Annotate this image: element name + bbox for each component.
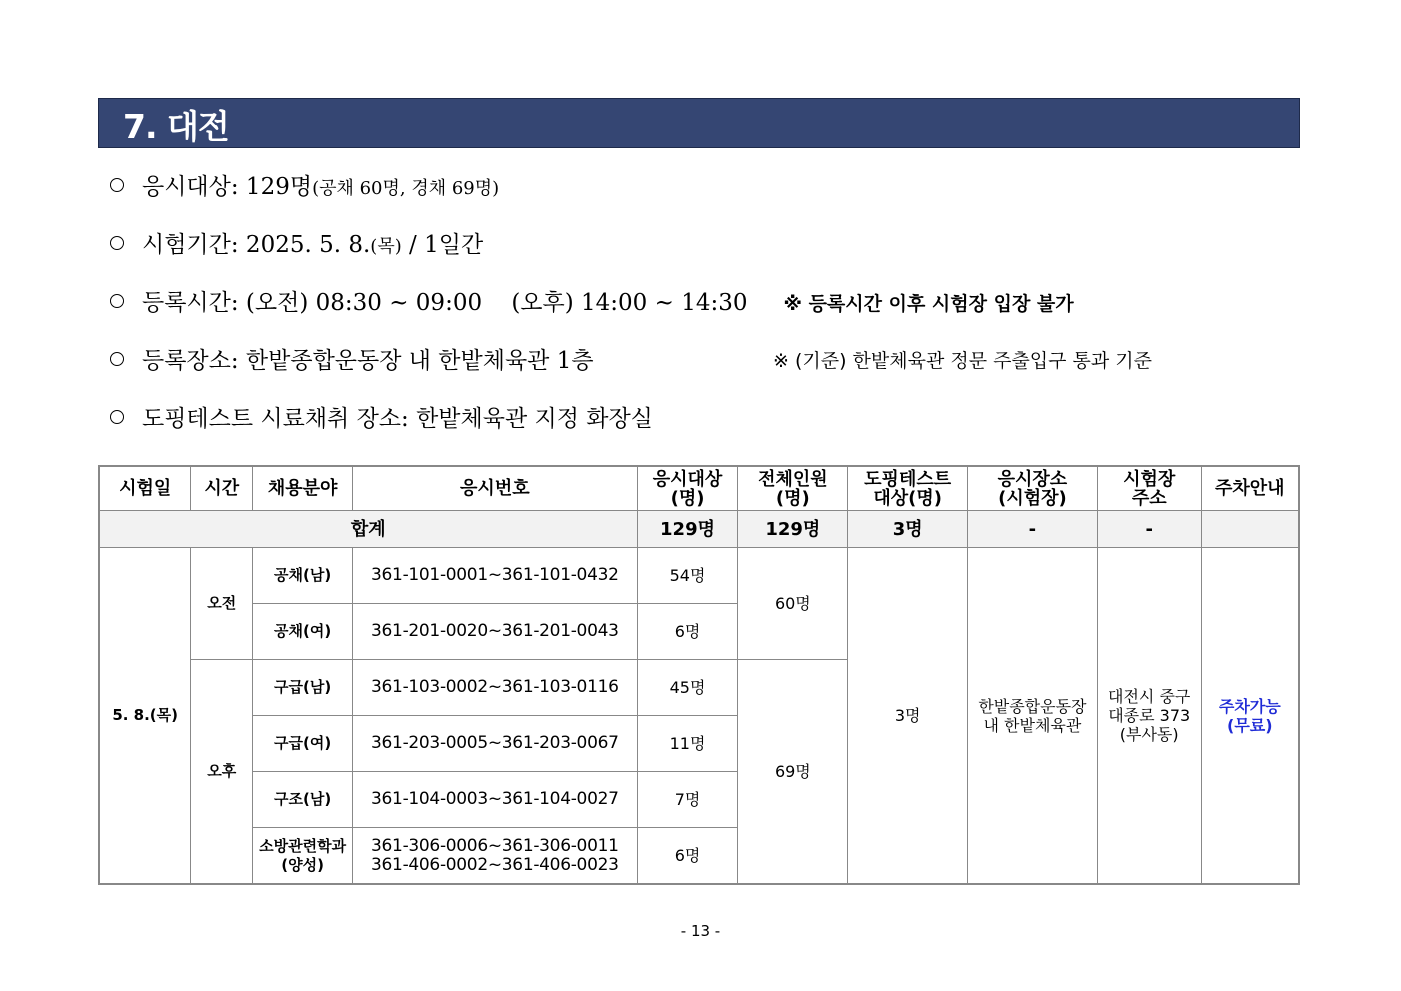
total-row <box>99 511 1299 548</box>
applicants-cell: 54명 <box>637 548 738 604</box>
info-line-period <box>110 226 483 258</box>
header-field: 채용분야 <box>253 466 353 511</box>
header-time: 시간 <box>191 466 253 511</box>
header-applicants: 응시대상 (명) <box>637 466 738 511</box>
info-line-registration-place <box>110 342 594 374</box>
header-date: 시험일 <box>99 466 191 511</box>
registration-place-text: 등록장소: 한밭종합운동장 내 한밭체육관 1층 <box>142 348 594 374</box>
registration-place-note-line <box>773 346 1152 378</box>
doping-count: 3명 <box>848 548 968 885</box>
period-day: (목) <box>370 236 402 257</box>
circle-bullet-icon <box>110 410 124 424</box>
table-row <box>99 548 1299 604</box>
number-cell: 361-306-0006~361-306-0011 361-406-0002~361-406-0023 <box>353 828 638 885</box>
header-parking: 주차안내 <box>1201 466 1299 511</box>
time-pm: 오후 <box>191 660 253 885</box>
period-text: 시험기간: 2025. 5. 8. <box>142 232 371 258</box>
registration-time-text: 등록시간: (오전) 08:30 ~ 09:00 (오후) 14:00 ~ 14:30 <box>142 290 748 316</box>
field-cell: 공채(여) <box>253 604 353 660</box>
applicants-cell: 11명 <box>637 716 738 772</box>
parking-cell: 주차가능 (무료) <box>1201 548 1299 885</box>
info-line-doping <box>110 400 653 432</box>
pm-total: 69명 <box>738 660 848 885</box>
info-line-registration-time <box>110 284 1074 316</box>
page-number: - 13 - <box>680 922 721 940</box>
applicants-detail: (공채 60명, 경채 69명) <box>312 178 500 199</box>
exam-date: 5. 8.(목) <box>99 548 191 885</box>
venue-cell: 한밭종합운동장 내 한밭체육관 <box>968 548 1098 885</box>
number-cell: 361-104-0003~361-104-0027 <box>353 772 638 828</box>
schedule-table <box>98 465 1300 885</box>
address-cell: 대전시 중구 대종로 373 (부사동) <box>1097 548 1201 885</box>
number-cell: 361-103-0002~361-103-0116 <box>353 660 638 716</box>
total-total: 129명 <box>738 511 848 548</box>
registration-place-note: ※ (기준) 한밭체육관 정문 주출입구 통과 기준 <box>773 350 1153 372</box>
total-address: - <box>1097 511 1201 548</box>
applicants-cell: 6명 <box>637 828 738 885</box>
applicants-cell: 6명 <box>637 604 738 660</box>
circle-bullet-icon <box>110 236 124 250</box>
field-cell: 소방관련학과 (양성) <box>253 828 353 885</box>
am-total: 60명 <box>738 548 848 660</box>
applicants-text: 응시대상: 129명 <box>142 174 313 200</box>
circle-bullet-icon <box>110 178 124 192</box>
total-parking <box>1201 511 1299 548</box>
table-header-row <box>99 466 1299 511</box>
info-line-applicants <box>110 168 499 200</box>
applicants-cell: 7명 <box>637 772 738 828</box>
total-label: 합계 <box>99 511 637 548</box>
circle-bullet-icon <box>110 294 124 308</box>
doping-place-text: 도핑테스트 시료채취 장소: 한밭체육관 지정 화장실 <box>142 406 653 432</box>
total-venue: - <box>968 511 1098 548</box>
header-venue: 응시장소 (시험장) <box>968 466 1098 511</box>
header-address: 시험장 주소 <box>1097 466 1201 511</box>
number-cell: 361-101-0001~361-101-0432 <box>353 548 638 604</box>
header-total: 전체인원 (명) <box>738 466 848 511</box>
period-rest: / 1일간 <box>401 232 484 258</box>
registration-time-note: ※ 등록시간 이후 시험장 입장 불가 <box>783 293 1074 315</box>
field-cell: 구급(남) <box>253 660 353 716</box>
circle-bullet-icon <box>110 352 124 366</box>
number-cell: 361-201-0020~361-201-0043 <box>353 604 638 660</box>
section-header <box>98 98 1300 148</box>
section-title: 7. 대전 <box>123 107 229 146</box>
time-am: 오전 <box>191 548 253 660</box>
total-doping: 3명 <box>848 511 968 548</box>
total-applicants: 129명 <box>637 511 738 548</box>
field-cell: 구급(여) <box>253 716 353 772</box>
header-number: 응시번호 <box>353 466 638 511</box>
header-doping: 도핑테스트 대상(명) <box>848 466 968 511</box>
field-cell: 공채(남) <box>253 548 353 604</box>
field-cell: 구조(남) <box>253 772 353 828</box>
applicants-cell: 45명 <box>637 660 738 716</box>
number-cell: 361-203-0005~361-203-0067 <box>353 716 638 772</box>
